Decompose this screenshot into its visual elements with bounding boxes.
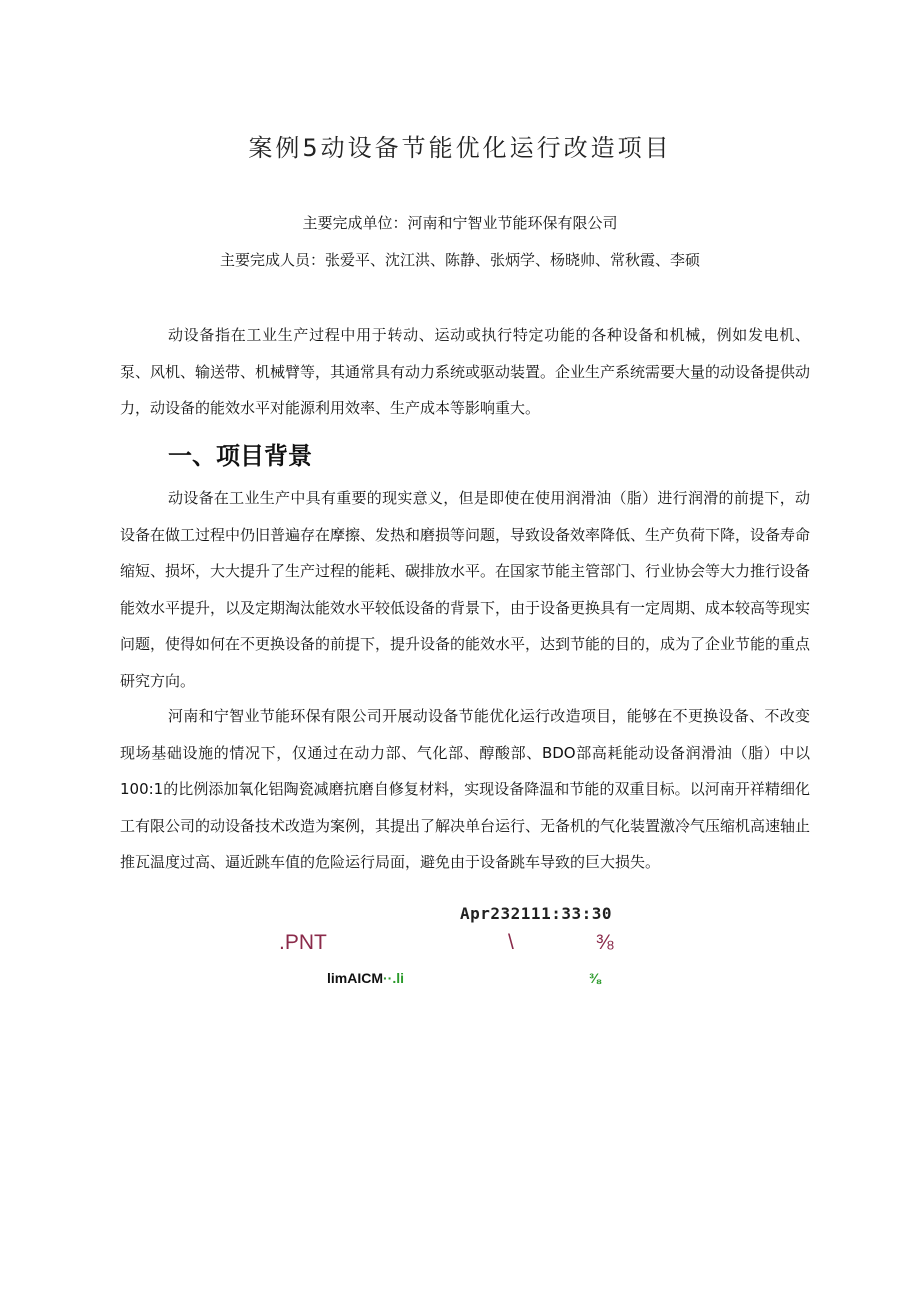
figure-label-lim-tail: ··.li [383, 970, 404, 986]
figure-label-fraction-2: ⅜ [589, 970, 601, 986]
completion-people-line: 主要完成人员：张爱平、沈江洪、陈静、张炳学、杨晓帅、常秋霞、李硕 [219, 251, 700, 269]
figure-timestamp: Apr232111:33:30 [460, 904, 612, 923]
background-paragraph-2: 河南和宁智业节能环保有限公司开展动设备节能优化运行改造项目，能够在不更换设备、不改变现场基础设施的情况下，仅通过在动力部、气化部、醇酸部、BDO部高耗能动设备润滑油（脂）中以100:1的比例添加氧化铝陶瓷减磨抗磨自修复材料，实现设备降温和节能的双重目标。以河南开祥精细化工有限公司的动设备技术改造为案例，其提出了解决单台运行、无备机的气化装置激冷气压缩机高速轴止推瓦温度过高、逼近跳车值的危险运行局面，避免由于设备跳车导致的巨大损失。 [120, 707, 811, 871]
intro-paragraph: 动设备指在工业生产过程中用于转动、运动或执行特定功能的各种设备和机械，例如发电机、泵、风机、输送带、机械臂等，其通常具有动力系统或驱动装置。企业生产系统需要大量的动设备提供动力，动设备的能效水平对能源利用效率、生产成本等影响重大。 [120, 326, 811, 417]
figure-label-fraction-1: ⅜ [596, 931, 614, 954]
document-title: 案例5动设备节能优化运行改造项目 [248, 134, 672, 162]
background-paragraph-1: 动设备在工业生产中具有重要的现实意义，但是即使在使用润滑油（脂）进行润滑的前提下，动设备在做工过程中仍旧普遍存在摩擦、发热和磨损等问题，导致设备效率降低、生产负荷下降，设备寿命缩短、损坏，大大提升了生产过程的能耗、碳排放水平。在国家节能主管部门、行业协会等大力推行设备能效水平提升，以及定期淘汰能效水平较低设备的背景下，由于设备更换具有一定周期、成本较高等现实问题，使得如何在不更换设备的前提下，提升设备的能效水平，达到节能的目的，成为了企业节能的重点研究方向。 [120, 489, 811, 690]
completion-unit-line: 主要完成单位：河南和宁智业节能环保有限公司 [302, 214, 618, 232]
figure-label-pnt: .PNT [279, 931, 327, 954]
figure-label-slash: \ [508, 931, 514, 954]
section-heading: 一、项目背景 [168, 442, 312, 470]
figure-label-lim-main: limAICM [327, 970, 383, 986]
figure-label-lim [327, 970, 404, 986]
